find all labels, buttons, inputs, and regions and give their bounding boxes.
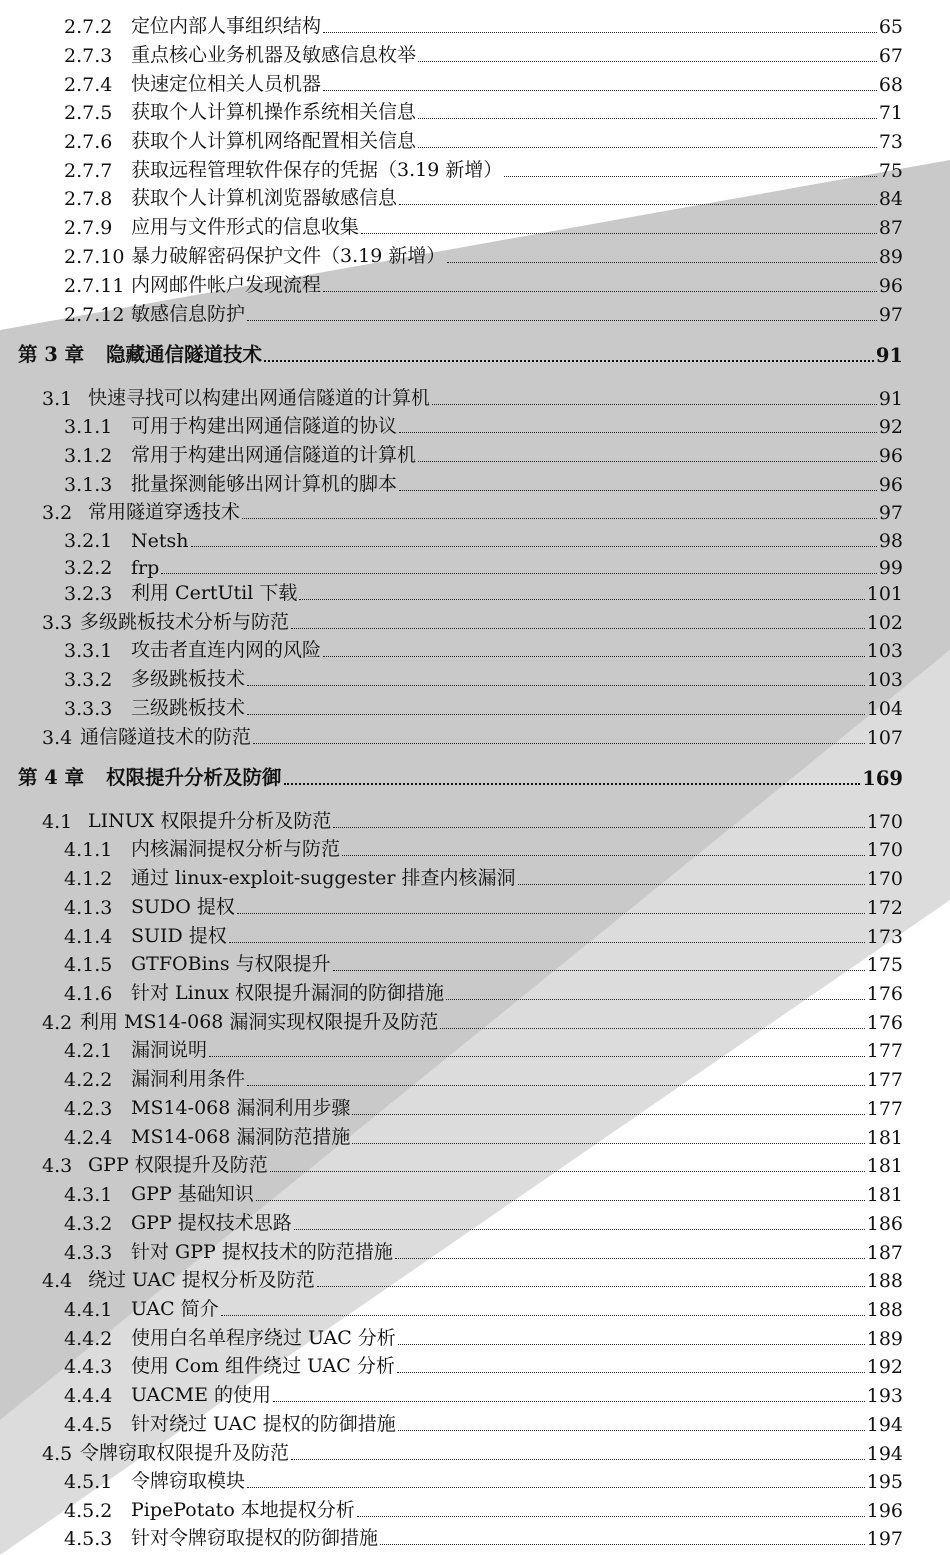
entry-page: 189 <box>866 1328 903 1350</box>
dot-leader <box>229 941 865 943</box>
entry-number: 4.4.2 <box>64 1328 113 1350</box>
dot-leader <box>361 232 877 234</box>
entry-number: 3.1.3 <box>64 474 113 496</box>
toc-entry-4-1-5[interactable] <box>64 952 903 976</box>
entry-number: 4.2.1 <box>64 1040 113 1062</box>
toc-entry-4-3-3[interactable] <box>64 1240 903 1264</box>
dot-leader <box>291 1458 865 1460</box>
toc-entry-4-2-2[interactable] <box>64 1067 903 1091</box>
entry-title: 应用与文件形式的信息收集 <box>131 216 360 238</box>
dot-leader <box>242 517 877 519</box>
chapter-page: 169 <box>862 767 903 790</box>
entry-title: 绕过 UAC 提权分析及防范 <box>88 1269 315 1291</box>
entry-title: 获取个人计算机浏览器敏感信息 <box>131 187 398 209</box>
dot-leader <box>247 1084 865 1086</box>
dot-leader <box>294 1228 865 1230</box>
dot-leader <box>323 655 865 657</box>
entry-title: LINUX 权限提升分析及防范 <box>88 810 332 832</box>
toc-entry-3-2-3[interactable] <box>64 581 903 605</box>
toc-section-4-4[interactable] <box>42 1268 903 1292</box>
entry-title: GTFOBins 与权限提升 <box>131 953 331 975</box>
chapter-title: 权限提升分析及防御 <box>106 766 282 789</box>
toc-entry-3-1-1[interactable] <box>64 414 903 438</box>
entry-title: 针对 Linux 权限提升漏洞的防御措施 <box>131 982 444 1004</box>
dot-leader <box>256 1199 865 1201</box>
entry-title: 漏洞说明 <box>131 1039 208 1061</box>
toc-section-4-5[interactable] <box>42 1441 903 1465</box>
entry-page: 194 <box>866 1443 903 1465</box>
toc-section-3-2[interactable] <box>42 500 903 524</box>
entry-number: 4.5.3 <box>64 1528 113 1550</box>
entry-title: 常用隧道穿透技术 <box>88 501 241 523</box>
dot-leader <box>432 403 877 405</box>
entry-page: 98 <box>878 530 903 552</box>
entry-page: 170 <box>866 811 903 833</box>
entry-title: GPP 提权技术思路 <box>131 1212 292 1234</box>
chapter-number: 第 3 章 <box>18 343 85 366</box>
entry-page: 96 <box>878 445 903 467</box>
entry-number: 3.2 <box>42 502 73 524</box>
toc-section-3-1[interactable] <box>42 386 903 410</box>
entry-number: 2.7.3 <box>64 45 113 67</box>
entry-number: 4.5.2 <box>64 1500 113 1522</box>
toc-section-4-2[interactable] <box>42 1010 903 1034</box>
toc-entry-2-7-11[interactable] <box>64 273 903 297</box>
entry-title: 攻击者直连内网的风险 <box>131 639 322 661</box>
entry-number: 2.7.4 <box>64 74 113 96</box>
entry-title: 多级跳板技术 <box>131 668 246 690</box>
entry-page: 188 <box>866 1299 903 1321</box>
dot-leader <box>317 1285 865 1287</box>
entry-title: 批量探测能够出网计算机的脚本 <box>131 473 398 495</box>
entry-title: 三级跳板技术 <box>131 697 246 719</box>
dot-leader <box>247 319 877 321</box>
entry-number: 4.4.3 <box>64 1356 113 1378</box>
dot-leader <box>161 572 877 574</box>
dot-leader <box>399 203 877 205</box>
dot-leader <box>191 545 877 547</box>
entry-number: 2.7.12 <box>64 304 125 326</box>
toc-entry-2-7-10[interactable] <box>64 244 903 268</box>
dot-leader <box>399 431 877 433</box>
entry-number: 4.5.1 <box>64 1471 113 1493</box>
entry-page: 75 <box>878 160 903 182</box>
entry-title: Netsh <box>131 530 189 552</box>
entry-page: 195 <box>866 1471 903 1493</box>
entry-number: 4.4 <box>42 1270 73 1292</box>
entry-number: 4.4.5 <box>64 1414 113 1436</box>
entry-title: 使用 Com 组件绕过 UAC 分析 <box>131 1355 395 1377</box>
toc-entry-2-7-7[interactable] <box>64 158 903 182</box>
entry-page: 65 <box>878 16 903 38</box>
entry-title: SUID 提权 <box>131 925 227 947</box>
chapter-page: 91 <box>875 344 903 367</box>
dot-leader <box>264 359 874 362</box>
dot-leader <box>395 1257 865 1259</box>
entry-number: 4.1.4 <box>64 926 113 948</box>
dot-leader <box>247 1486 865 1488</box>
toc-entry-4-4-2[interactable] <box>64 1326 903 1350</box>
entry-number: 2.7.6 <box>64 131 113 153</box>
entry-page: 104 <box>866 698 903 720</box>
toc-entry-4-5-1[interactable] <box>64 1469 903 1493</box>
entry-page: 194 <box>866 1414 903 1436</box>
entry-title: 多级跳板技术分析与防范 <box>80 611 290 633</box>
entry-title: 暴力破解密码保护文件（3.19 新增） <box>131 245 446 267</box>
entry-number: 3.1.1 <box>64 416 113 438</box>
toc-section-3-4[interactable] <box>42 725 903 749</box>
entry-page: 192 <box>866 1356 903 1378</box>
entry-number: 2.7.10 <box>64 246 125 268</box>
entry-number: 4.1.1 <box>64 839 113 861</box>
toc-entry-4-2-1[interactable] <box>64 1038 903 1062</box>
toc-entry-3-1-3[interactable] <box>64 472 903 496</box>
entry-title: 内网邮件帐户发现流程 <box>131 274 322 296</box>
entry-number: 4.4.1 <box>64 1299 113 1321</box>
entry-page: 96 <box>878 474 903 496</box>
entry-title: 针对绕过 UAC 提权的防御措施 <box>131 1413 396 1435</box>
entry-page: 97 <box>878 304 903 326</box>
entry-number: 3.3.3 <box>64 698 113 720</box>
toc-chapter-3[interactable] <box>18 343 903 367</box>
dot-leader <box>209 1055 865 1057</box>
entry-page: 67 <box>878 45 903 67</box>
entry-number: 4.4.4 <box>64 1385 113 1407</box>
entry-number: 3.4 <box>42 727 73 749</box>
entry-number: 4.2.4 <box>64 1127 113 1149</box>
entry-page: 176 <box>866 1012 903 1034</box>
toc-entry-3-2-2[interactable] <box>64 555 903 579</box>
entry-title: 使用白名单程序绕过 UAC 分析 <box>131 1327 396 1349</box>
toc-entry-2-7-12[interactable] <box>64 302 903 326</box>
entry-title: 利用 MS14-068 漏洞实现权限提升及防范 <box>80 1011 439 1033</box>
dot-leader <box>253 742 865 744</box>
entry-number: 4.1.3 <box>64 897 113 919</box>
entry-page: 176 <box>866 983 903 1005</box>
entry-number: 4.2 <box>42 1012 73 1034</box>
entry-title: 重点核心业务机器及敏感信息枚举 <box>131 44 417 66</box>
entry-page: 91 <box>878 388 903 410</box>
dot-leader <box>397 1371 865 1373</box>
dot-leader <box>418 460 877 462</box>
entry-title: 定位内部人事组织结构 <box>131 15 322 37</box>
toc-entry-4-5-3[interactable] <box>64 1526 903 1550</box>
entry-number: 2.7.11 <box>64 275 125 297</box>
entry-title: 针对 GPP 提权技术的防范措施 <box>131 1241 393 1263</box>
entry-page: 84 <box>878 188 903 210</box>
dot-leader <box>323 290 877 292</box>
dot-leader <box>504 175 876 177</box>
entry-title: MS14-068 漏洞利用步骤 <box>131 1097 351 1119</box>
toc-entry-4-1-6[interactable] <box>64 981 903 1005</box>
dot-leader <box>446 998 865 1000</box>
entry-page: 170 <box>866 868 903 890</box>
entry-number: 4.1.5 <box>64 954 113 976</box>
entry-page: 177 <box>866 1040 903 1062</box>
entry-page: 196 <box>866 1500 903 1522</box>
entry-title: 利用 CertUtil 下载 <box>131 582 298 604</box>
toc-entry-2-7-8[interactable] <box>64 186 903 210</box>
entry-page: 87 <box>878 217 903 239</box>
dot-leader <box>418 146 877 148</box>
dot-leader <box>518 883 865 885</box>
toc-entry-3-3-1[interactable] <box>64 638 903 662</box>
entry-page: 181 <box>866 1155 903 1177</box>
dot-leader <box>352 1113 864 1115</box>
dot-leader <box>418 60 877 62</box>
entry-page: 175 <box>866 954 903 976</box>
entry-page: 181 <box>866 1127 903 1149</box>
toc-entry-4-4-4[interactable] <box>64 1383 903 1407</box>
entry-number: 4.3.1 <box>64 1184 113 1206</box>
toc-entry-3-1-2[interactable] <box>64 443 903 467</box>
entry-page: 181 <box>866 1184 903 1206</box>
toc-section-4-3[interactable] <box>42 1153 903 1177</box>
entry-title: 针对令牌窃取提权的防御措施 <box>131 1527 379 1549</box>
entry-page: 103 <box>866 640 903 662</box>
dot-leader <box>323 89 877 91</box>
entry-page: 173 <box>866 926 903 948</box>
toc-entry-4-2-4[interactable] <box>64 1125 903 1149</box>
dot-leader <box>399 489 877 491</box>
entry-number: 2.7.2 <box>64 16 113 38</box>
dot-leader <box>447 261 876 263</box>
toc-entry-2-7-3[interactable] <box>64 43 903 67</box>
entry-title: 获取个人计算机网络配置相关信息 <box>131 130 417 152</box>
entry-title: 获取个人计算机操作系统相关信息 <box>131 101 417 123</box>
entry-number: 4.2.3 <box>64 1098 113 1120</box>
entry-page: 193 <box>866 1385 903 1407</box>
dot-leader <box>247 713 865 715</box>
entry-title: 快速寻找可以构建出网通信隧道的计算机 <box>88 387 431 409</box>
toc-entry-4-1-4[interactable] <box>64 924 903 948</box>
entry-title: 令牌窃取模块 <box>131 1470 246 1492</box>
toc-entry-2-7-6[interactable] <box>64 129 903 153</box>
entry-page: 103 <box>866 669 903 691</box>
entry-title: 通信隧道技术的防范 <box>80 726 252 748</box>
toc-entry-4-4-1[interactable] <box>64 1297 903 1321</box>
entry-number: 3.2.2 <box>64 557 113 579</box>
entry-title: 漏洞利用条件 <box>131 1068 246 1090</box>
entry-title: GPP 基础知识 <box>131 1183 254 1205</box>
entry-number: 2.7.7 <box>64 160 113 182</box>
toc-entry-4-1-3[interactable] <box>64 895 903 919</box>
entry-page: 68 <box>878 74 903 96</box>
toc-section-3-3[interactable] <box>42 610 903 634</box>
entry-page: 187 <box>866 1242 903 1264</box>
entry-number: 3.3.2 <box>64 669 113 691</box>
dot-leader <box>291 627 865 629</box>
entry-title: 常用于构建出网通信隧道的计算机 <box>131 444 417 466</box>
toc-entry-2-7-4[interactable] <box>64 72 903 96</box>
entry-page: 97 <box>878 502 903 524</box>
entry-page: 89 <box>878 246 903 268</box>
entry-page: 71 <box>878 102 903 124</box>
dot-leader <box>380 1543 865 1545</box>
toc-entry-4-1-2[interactable] <box>64 866 903 890</box>
dot-leader <box>323 31 877 33</box>
dot-leader <box>284 782 861 785</box>
toc-entry-4-5-2[interactable] <box>64 1498 903 1522</box>
toc-entry-3-3-2[interactable] <box>64 667 903 691</box>
entry-number: 3.3 <box>42 612 73 634</box>
dot-leader <box>237 912 865 914</box>
entry-page: 101 <box>866 583 903 605</box>
toc-entry-4-1-1[interactable] <box>64 837 903 861</box>
entry-number: 4.3 <box>42 1155 73 1177</box>
dot-leader <box>299 598 864 600</box>
entry-number: 4.1 <box>42 811 73 833</box>
entry-title: MS14-068 漏洞防范措施 <box>131 1126 351 1148</box>
dot-leader <box>221 1314 865 1316</box>
entry-page: 172 <box>866 897 903 919</box>
entry-number: 4.2.2 <box>64 1069 113 1091</box>
entry-page: 188 <box>866 1270 903 1292</box>
dot-leader <box>357 1515 865 1517</box>
entry-page: 73 <box>878 131 903 153</box>
entry-number: 3.2.1 <box>64 530 113 552</box>
entry-title: UAC 简介 <box>131 1298 219 1320</box>
dot-leader <box>333 969 865 971</box>
entry-title: 敏感信息防护 <box>131 303 246 325</box>
toc-entry-2-7-9[interactable] <box>64 215 903 239</box>
entry-title: SUDO 提权 <box>131 896 235 918</box>
entry-number: 3.3.1 <box>64 640 113 662</box>
entry-number: 4.1.6 <box>64 983 113 1005</box>
entry-page: 102 <box>866 612 903 634</box>
entry-page: 177 <box>866 1069 903 1091</box>
dot-leader <box>398 1343 865 1345</box>
entry-number: 3.1.2 <box>64 445 113 467</box>
entry-page: 99 <box>878 557 903 579</box>
entry-title: PipePotato 本地提权分析 <box>131 1499 355 1521</box>
entry-number: 2.7.5 <box>64 102 113 124</box>
entry-page: 96 <box>878 275 903 297</box>
toc-entry-3-2-1[interactable] <box>64 528 903 552</box>
entry-page: 177 <box>866 1098 903 1120</box>
entry-title: UACME 的使用 <box>131 1384 272 1406</box>
toc-entry-4-2-3[interactable] <box>64 1096 903 1120</box>
entry-title: GPP 权限提升及防范 <box>88 1154 268 1176</box>
entry-page: 186 <box>866 1213 903 1235</box>
entry-number: 4.1.2 <box>64 868 113 890</box>
toc-entry-4-4-3[interactable] <box>64 1354 903 1378</box>
entry-number: 4.3.3 <box>64 1242 113 1264</box>
entry-title: 可用于构建出网通信隧道的协议 <box>131 415 398 437</box>
toc-entry-3-3-3[interactable] <box>64 696 903 720</box>
dot-leader <box>342 854 865 856</box>
toc-entry-4-4-5[interactable] <box>64 1412 903 1436</box>
entry-title: 快速定位相关人员机器 <box>131 73 322 95</box>
toc-entry-2-7-5[interactable] <box>64 100 903 124</box>
entry-number: 3.2.3 <box>64 583 113 605</box>
entry-title: frp <box>131 557 160 579</box>
chapter-number: 第 4 章 <box>18 766 85 789</box>
toc-chapter-4[interactable] <box>18 766 903 790</box>
entry-number: 2.7.9 <box>64 217 113 239</box>
toc-entry-4-3-2[interactable] <box>64 1211 903 1235</box>
entry-title: 通过 linux-exploit-suggester 排查内核漏洞 <box>131 867 516 889</box>
dot-leader <box>270 1170 865 1172</box>
dot-leader <box>247 684 865 686</box>
entry-number: 3.1 <box>42 388 73 410</box>
entry-number: 2.7.8 <box>64 188 113 210</box>
dot-leader <box>440 1027 864 1029</box>
toc-entry-2-7-2[interactable] <box>64 14 903 38</box>
entry-title: 获取远程管理软件保存的凭据（3.19 新增） <box>131 159 503 181</box>
entry-number: 4.5 <box>42 1443 73 1465</box>
dot-leader <box>418 117 877 119</box>
entry-number: 4.3.2 <box>64 1213 113 1235</box>
entry-page: 107 <box>866 727 903 749</box>
entry-title: 令牌窃取权限提升及防范 <box>80 1442 290 1464</box>
entry-page: 170 <box>866 839 903 861</box>
dot-leader <box>398 1429 865 1431</box>
chapter-title: 隐藏通信隧道技术 <box>106 343 263 366</box>
entry-page: 197 <box>866 1528 903 1550</box>
entry-title: 内核漏洞提权分析与防范 <box>131 838 341 860</box>
entry-page: 92 <box>878 416 903 438</box>
dot-leader <box>352 1142 864 1144</box>
dot-leader <box>333 826 864 828</box>
dot-leader <box>273 1400 865 1402</box>
toc-section-4-1[interactable] <box>42 809 903 833</box>
toc-entry-4-3-1[interactable] <box>64 1182 903 1206</box>
